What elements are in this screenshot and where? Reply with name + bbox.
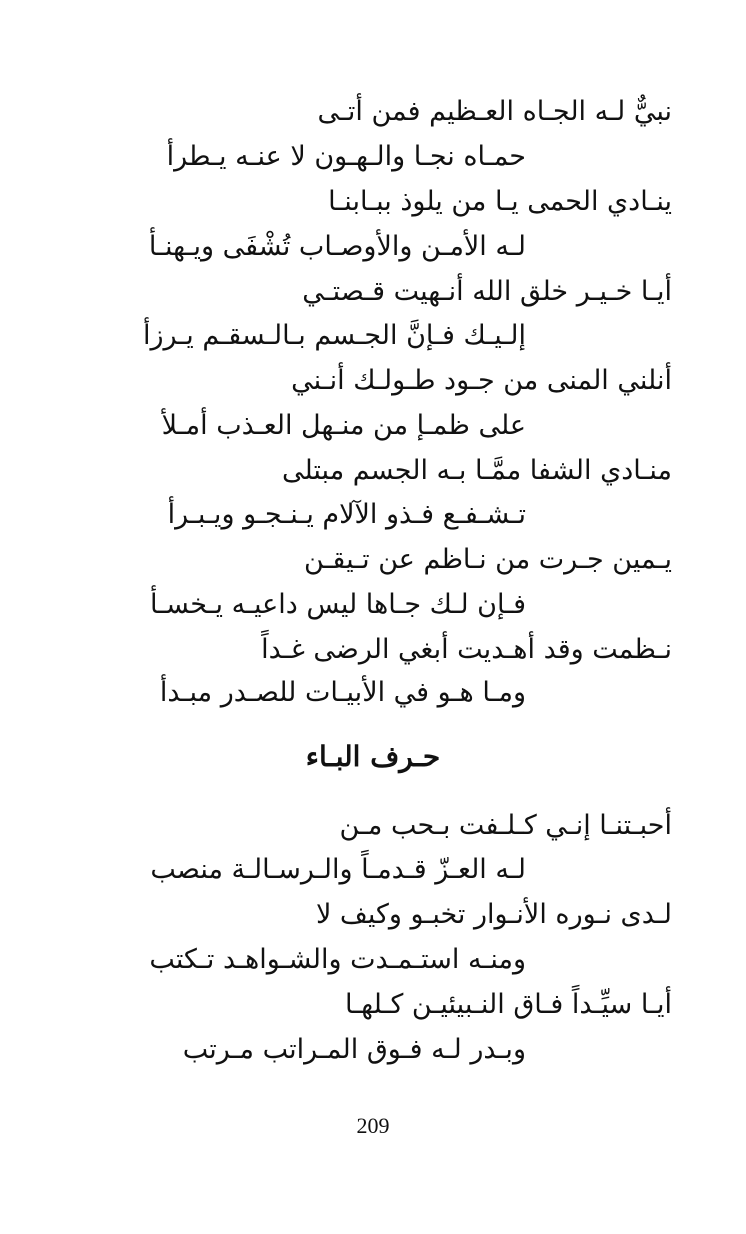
verse-line: وبـدر لـه فـوق المـراتب مـرتب: [182, 1034, 526, 1065]
verse-line: تـشـفـع فـذو الآلام يـنـجـو ويـبـرأ: [167, 499, 526, 530]
verse-line: حمـاه نجـا والـهـون لا عنـه يـطرأ: [166, 141, 526, 172]
verse-line: لـه الأمـن والأوصـاب تُشْفَى ويـهنـأ: [148, 231, 526, 262]
page-number: 209: [356, 1113, 390, 1138]
verse-line: ومنـه استـمـدت والشـواهـد تـكتب: [149, 944, 526, 975]
section-heading: حـرف البـاء: [305, 740, 441, 773]
verse-line: لـدى نـوره الأنـوار تخبـو وكيف لا: [315, 899, 672, 930]
verse-line: منـادي الشفا ممَّـا بـه الجسم مبتلى: [281, 455, 672, 486]
verse-line: فـإن لـك جـاها ليس داعيـه يـخسـأ: [149, 589, 526, 620]
verse-line: على ظمـإ من منـهل العـذب أمـلأ: [161, 410, 526, 441]
verse-line: أنلني المنى من جـود طـولـك أنـني: [291, 365, 672, 396]
verse-line: أحبـتنـا إنـي كـلـفت بـحب مـن: [339, 810, 672, 841]
verse-line: ينـادي الحمى يـا من يلوذ ببـابنـا: [328, 186, 672, 217]
verse-line: يـمين جـرت من نـاظم عن تـيقـن: [303, 544, 672, 575]
verse-line: أيـا خـيـر خلق الله أنـهيت قـصتـي: [302, 276, 672, 307]
verse-line: نبيٌّ لـه الجـاه العـظيم فمن أتـى: [317, 96, 672, 127]
verse-line: نـظمت وقد أهـديت أبغي الرضى غـداً: [261, 634, 672, 665]
verse-line: إلـيـك فـإنَّ الجـسم بـالـسقـم يـرزأ: [142, 320, 526, 351]
verse-line: أيـا سيِّـداً فـاق النـبيئيـن كـلهـا: [345, 989, 672, 1020]
verse-line: ومـا هـو في الأبيـات للصـدر مبـدأ: [159, 677, 526, 708]
verse-line: لـه العـزّ قـدمـاً والـرسـالـة منصب: [150, 854, 526, 885]
